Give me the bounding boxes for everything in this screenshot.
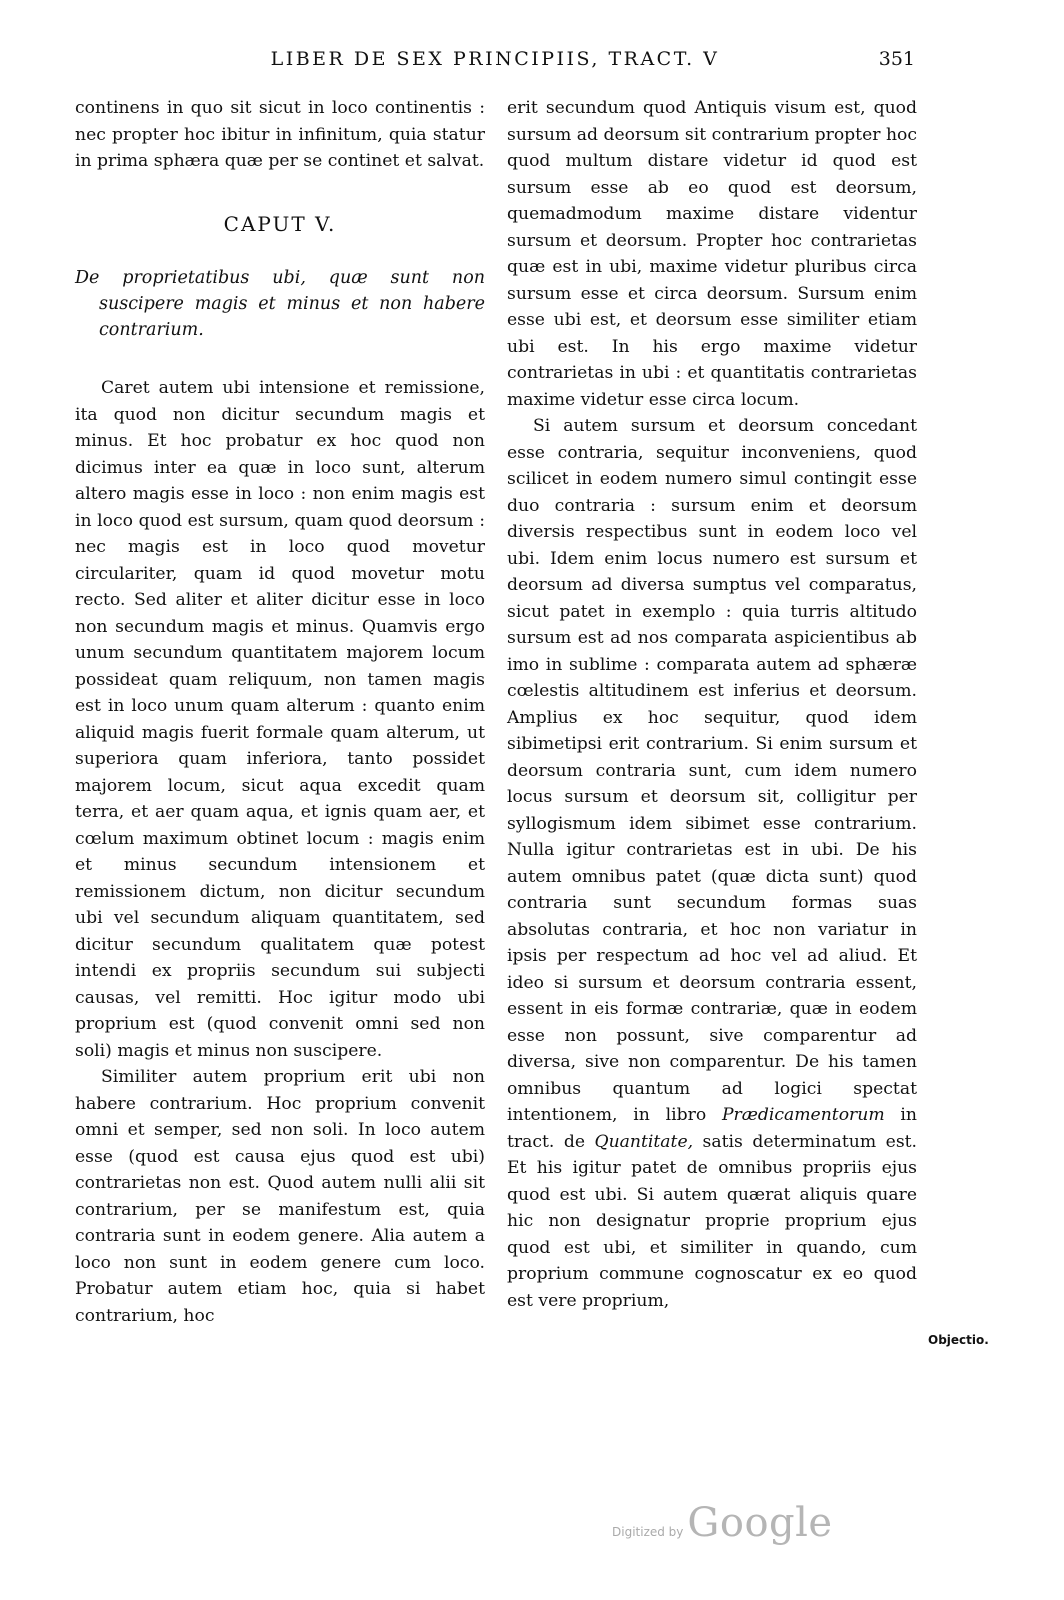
chapter-summary: De proprietatibus ubi, quæ sunt non suscipere magis et minus et non habere contrarium.: [75, 268, 485, 340]
chapter-heading: CAPUT V.: [223, 211, 337, 236]
right-column: [507, 95, 917, 1314]
running-title: LIBER DE SEX PRINCIPIIS, TRACT. V: [270, 48, 720, 70]
text-run: satis determinatum est. Et his igitur patet de omnibus propriis ejus quod est ubi. Si autem quærat aliquis quare hic non designatur proprie proprium ejus quod est ubi, et similiter in quando, cum proprium commune cognoscatur ex eo quod est vere proprium,: [507, 1131, 918, 1311]
continuation-paragraph: continens in quo sit sicut in loco continentis : nec propter hoc ibitur in infinitum, quia statur in prima sphæra quæ per se continet et salvat.: [75, 98, 485, 171]
left-column: [75, 95, 485, 1329]
body-paragraph: [507, 413, 917, 1314]
page-number: 351: [878, 48, 915, 70]
google-logo: Google: [687, 1500, 833, 1546]
margin-note: Objectio.: [928, 1333, 989, 1347]
body-paragraph: erit secundum quod Antiquis visum est, quod sursum ad deorsum sit contrarium propter hoc quod multum distare videtur id quod est sursum esse ab eo quod est deorsum, quemadmodum maxime distare videntur sursum et deorsum. Propter hoc contrarietas quæ est in ubi, maxime videtur pluribus circa sursum esse et circa deorsum. Sursum enim esse ubi est, et deorsum esse similiter etiam ubi est. In his ergo maxime videtur contrarietas in ubi : et quantitatis contrarietas maxime videtur esse circa locum.: [507, 98, 917, 410]
body-paragraph: Caret autem ubi intensione et remissione, ita quod non dicitur secundum magis et minus. Et hoc probatur ex hoc quod non dicimus inter ea quæ in loco sunt, alterum altero magis esse in loco : non enim magis est in loco quod est sursum, quam quod deorsum : nec magis est in loco quod movetur circulariter, quam id quod movetur motu recto. Sed aliter et aliter dicitur esse in loco non secundum magis et minus. Quamvis ergo unum secundum quantitatem majorem locum possideat quam reliquum, non tamen magis est in loco unum quam alterum : quanto enim aliquid magis fuerit formale quam alterum, ut superiora quam inferiora, tanto possidet majorem locum, sicut aqua excedit quam terra, et aer quam aqua, et ignis quam aer, et cœlum maximum obtinet locum : magis enim et minus secundum intensionem et remissionem dictum, non dicitur secundum ubi vel secundum aliquam quantitatem, sed dicitur secundum qualitatem quæ potest intendi ex propriis secundum sui subjecti causas, vel remitti. Hoc igitur modo ubi proprium est (quod convenit omni sed non soli) magis et minus non suscipere.: [75, 378, 485, 1061]
body-paragraph: Similiter autem proprium erit ubi non habere contrarium. Hoc proprium convenit omni et semper, sed non soli. In loco autem esse (quod est causa ejus quod est ubi) contrarietas non est. Quod autem nulli alii sit contrarium, per se manifestum est, quia contraria sunt in eodem genere. Alia autem a loco non sunt in eodem genere cum loco. Probatur autem etiam hoc, quia si habet contrarium, hoc: [75, 1067, 485, 1326]
page-header: [75, 48, 915, 80]
text-run: in tract. de: [507, 1105, 917, 1152]
digitized-by-text: Digitized by: [612, 1525, 684, 1539]
book-title: Prædicamentorum: [721, 1105, 885, 1125]
text-run: Si autem sursum et deorsum concedant esse contraria, sequitur inconveniens, quod scilicet in eodem numero simul contingit esse duo contraria : sursum enim et deorsum diversis respectibus sunt in eodem loco vel ubi. Idem enim locus numero est sursum et deorsum ad diversa sumptus vel comparatus, sicut patet in exemplo : quia turris altitudo sursum est ad nos comparata aspicientibus ab imo in sublime : comparata autem ad sphæræ cœlestis altitudinem est inferius et deorsum. Amplius ex hoc sequitur, quod idem sibimetipsi erit contrarium. Si enim sursum et deorsum contraria sunt, cum idem numero locus sursum et deorsum sit, colligitur per syllogismum idem sibimet esse contrarium. Nulla igitur contrarietas est in ubi. De his autem omnibus patet (quæ dicta sunt) quod contraria sunt secundum formas suas absolutas contraria, et hoc non variatur in ipsis per respectum ad hoc vel ad aliud. Et ideo si sursum et deorsum contraria essent, essent in eis formæ contrariæ, quæ in eodem esse non possunt, sive comparentur ad diversa, sive non comparentur. De his tamen omnibus quantum ad logici spectat intentionem, in libro: [507, 416, 917, 1125]
digitization-footer: [612, 1500, 833, 1550]
treatise-title: Quantitate,: [594, 1131, 694, 1152]
